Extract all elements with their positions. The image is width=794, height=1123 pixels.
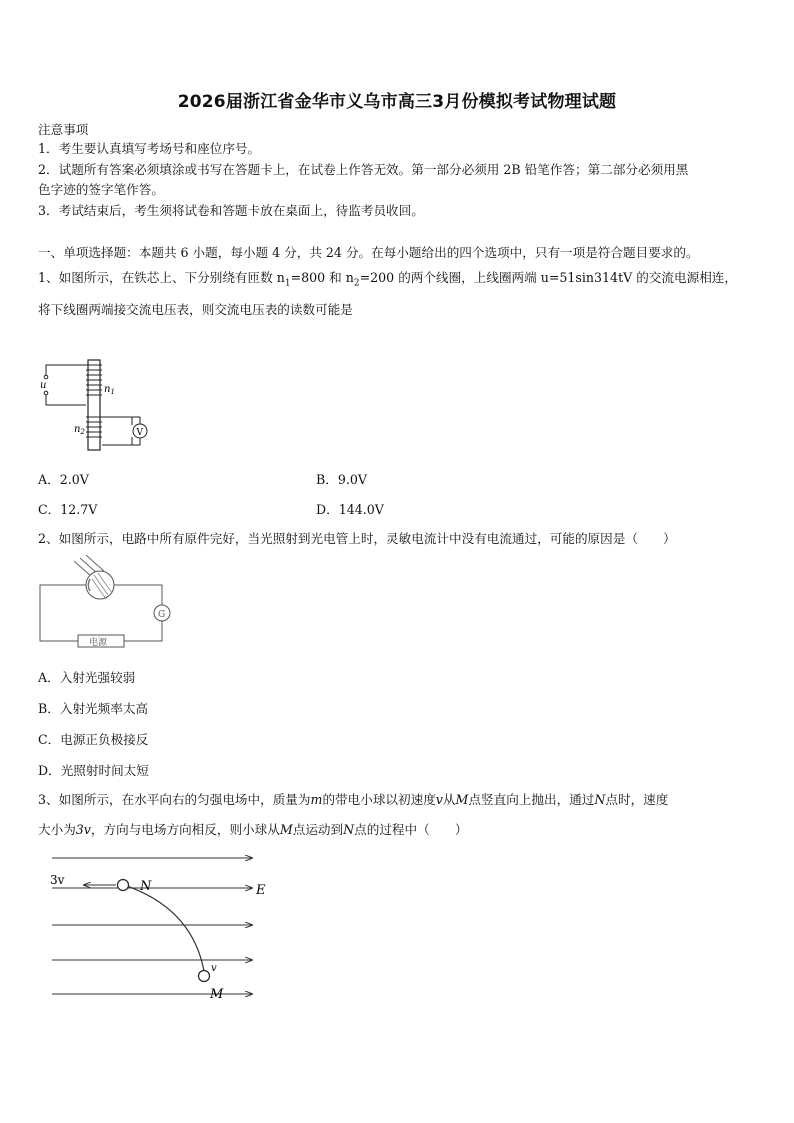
label-n2: $n_2$ bbox=[74, 424, 85, 436]
coil-n1 bbox=[86, 365, 102, 395]
q1-option-d: D．144.0V bbox=[316, 502, 384, 517]
notice-item-2-cont: 色字迹的签字笔作答。 bbox=[38, 182, 164, 197]
terminal-top bbox=[44, 375, 48, 379]
q3-stem-line2: 大小为3v，方向与电场方向相反，则小球从M点运动到N点的过程中（ ） bbox=[38, 822, 468, 837]
galvanometer-label: G bbox=[158, 610, 166, 620]
label-N: N bbox=[140, 879, 152, 894]
q1-option-c: C．12.7V bbox=[38, 502, 98, 517]
notice-item-2: 2．试题所有答案必须填涂或书写在答题卡上，在试卷上作答无效。第一部分必须用 2B 铅笔作答；第二部分必须用黑 bbox=[38, 162, 689, 177]
label-v: v bbox=[211, 963, 217, 974]
q1-stem-line2: 将下线圈两端接交流电压表，则交流电压表的读数可能是 bbox=[38, 302, 353, 317]
notice-heading: 注意事项 bbox=[38, 122, 89, 137]
q2-stem: 2、如图所示，电路中所有原件完好，当光照射到光电管上时，灵敏电流计中没有电流通过，可能的原因是（ ） bbox=[38, 531, 676, 546]
section-heading: 一、单项选择题：本题共 6 小题，每小题 4 分，共 24 分。在每小题给出的四个选项中，只有一项是符合题目要求的。 bbox=[38, 245, 699, 260]
label-3v: 3v bbox=[50, 873, 65, 887]
q1-stem-line1: 1、如图所示，在铁芯上、下分别绕有匝数 $n_1=800$ 和 $n_2=200$ 的两个线圈，上线圈两端 u=51sin314tV 的交流电源相连， bbox=[38, 270, 737, 289]
q2-phototube-figure bbox=[36, 555, 176, 655]
q1-option-a: A．2.0V bbox=[38, 472, 89, 487]
label-n1: $n_1$ bbox=[104, 384, 115, 396]
terminal-bottom bbox=[44, 391, 48, 395]
q1-transformer-figure bbox=[36, 355, 166, 455]
q2-option-b: B．入射光频率太高 bbox=[38, 701, 149, 716]
q2-option-d: D．光照射时间太短 bbox=[38, 763, 149, 778]
power-source-label: 电源 bbox=[89, 638, 108, 648]
ball-at-N bbox=[118, 880, 129, 891]
q3-stem-line1: 3、如图所示，在水平向右的匀强电场中，质量为m的带电小球以初速度v从M点竖直向上抛出，通过N点时，速度 bbox=[38, 792, 669, 807]
q1-option-b: B．9.0V bbox=[316, 472, 367, 487]
page-title: 2026届浙江省金华市义乌市高三3月份模拟考试物理试题 bbox=[177, 92, 617, 112]
label-E: E bbox=[256, 883, 266, 898]
label-M: M bbox=[210, 987, 224, 1002]
q2-option-c: C．电源正负极接反 bbox=[38, 732, 149, 747]
trajectory bbox=[124, 885, 204, 971]
q2-option-a: A．入射光强较弱 bbox=[38, 670, 136, 685]
notice-item-1: 1．考生要认真填写考场号和座位序号。 bbox=[38, 141, 261, 156]
notice-item-3: 3．考试结束后，考生须将试卷和答题卡放在桌面上，待监考员收回。 bbox=[38, 203, 424, 218]
q3-field-figure bbox=[46, 848, 286, 1003]
ball-at-M bbox=[199, 971, 210, 982]
label-u: u bbox=[40, 380, 47, 391]
voltmeter-label: V bbox=[136, 428, 143, 438]
field-lines bbox=[52, 858, 252, 994]
